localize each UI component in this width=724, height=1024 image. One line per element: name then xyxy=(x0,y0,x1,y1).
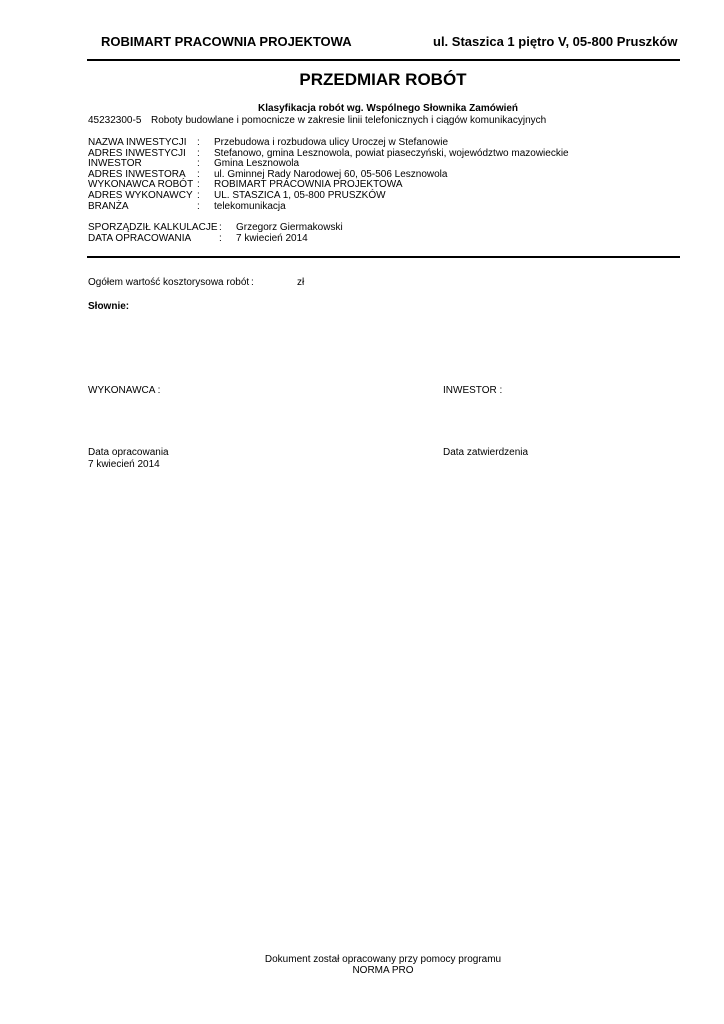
classification-heading: Klasyfikacja robót wg. Wspólnego Słownika Zamówień xyxy=(258,103,519,114)
info-colon: : xyxy=(197,168,200,180)
contractor-signature-label: WYKONAWCA : xyxy=(88,385,161,396)
total-value-label: Ogółem wartość kosztorysowa robót xyxy=(88,277,250,288)
info-colon: : xyxy=(197,200,200,212)
classification-code: 45232300-5 xyxy=(88,115,142,126)
info-colon: : xyxy=(197,158,200,170)
info-label: ADRES WYKONAWCY xyxy=(88,189,193,201)
info-label: NAZWA INWESTYCJI xyxy=(88,137,187,148)
info-colon: : xyxy=(219,232,222,244)
info-label: BRANŻA xyxy=(88,200,129,212)
info-value: ROBIMART PRACOWNIA PROJEKTOWA xyxy=(214,179,403,191)
section-rule xyxy=(87,256,680,258)
info-label: DATA OPRACOWANIA xyxy=(88,232,192,244)
approval-date-label: Data zatwierdzenia xyxy=(443,447,529,458)
footer-line-1: Dokument został opracowany przy pomocy programu xyxy=(264,954,502,965)
info-value: Gmina Lesznowola xyxy=(214,158,300,170)
info-value: 7 kwiecień 2014 xyxy=(236,232,308,244)
company-address: ul. Staszica 1 piętro V, 05-800 Pruszków xyxy=(433,34,678,49)
info-label: ADRES INWESTYCJI xyxy=(88,147,186,159)
preparation-date-block xyxy=(88,447,169,470)
info-value: ul. Gminnej Rady Narodowej 60, 05-506 Lesznowola xyxy=(214,168,448,180)
info-value: Przebudowa i rozbudowa ulicy Uroczej w Stefanowie xyxy=(214,137,449,148)
preparation-date-value: 7 kwiecień 2014 xyxy=(88,458,160,470)
total-value-unit: zł xyxy=(297,277,305,288)
preparation-date-label: Data opracowania xyxy=(88,447,169,458)
classification-description: Roboty budowlane i pomocnicze w zakresie linii telefonicznych i ciągów komunikacyjnych xyxy=(151,115,547,126)
info-colon: : xyxy=(197,147,200,159)
info-colon: : xyxy=(197,137,200,148)
investor-signature-label: INWESTOR : xyxy=(443,385,503,396)
info-colon: : xyxy=(219,222,222,233)
info-value: Stefanowo, gmina Lesznowola, powiat piaseczyński, województwo mazowieckie xyxy=(214,147,569,159)
info-value: UL. STASZICA 1, 05-800 PRUSZKÓW xyxy=(214,189,386,201)
info-colon: : xyxy=(197,189,200,201)
header-rule xyxy=(87,59,680,61)
company-name: ROBIMART PRACOWNIA PROJEKTOWA xyxy=(101,34,352,49)
footer-note xyxy=(0,954,724,976)
info-label: SPORZĄDZIŁ KALKULACJE xyxy=(88,222,218,233)
info-label: ADRES INWESTORA xyxy=(88,168,186,180)
info-label: INWESTOR xyxy=(88,158,142,170)
info-label: WYKONAWCA ROBÓT xyxy=(88,179,194,191)
total-value-colon: : xyxy=(251,277,254,288)
document-title: PRZEDMIAR ROBÓT xyxy=(299,70,467,89)
in-words-label: Słownie: xyxy=(88,301,130,312)
footer-line-2: NORMA PRO xyxy=(352,965,414,976)
info-value: telekomunikacja xyxy=(214,200,286,212)
info-value: Grzegorz Giermakowski xyxy=(236,222,343,233)
info-colon: : xyxy=(197,179,200,191)
